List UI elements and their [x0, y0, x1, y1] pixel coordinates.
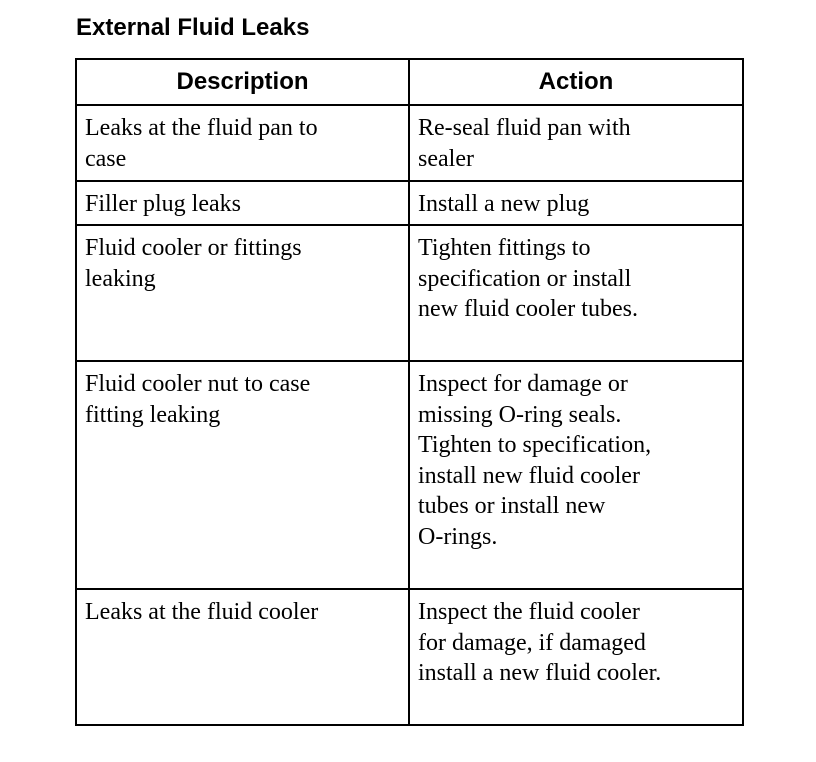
action-text: Install a new plug	[418, 191, 590, 217]
action-cell	[409, 105, 743, 181]
action-text: Inspect the fluid cooler for damage, if damaged install a new fluid cooler.	[418, 599, 662, 686]
table-row	[76, 105, 743, 181]
description-cell	[76, 181, 409, 225]
action-cell	[409, 225, 743, 361]
action-text: Inspect for damage or missing O-ring seals. Tighten to specification, install new fluid cooler tubes or install new O-rings.	[418, 371, 652, 550]
table-row	[76, 181, 743, 225]
table-header-row	[76, 59, 743, 105]
page-title: External Fluid Leaks	[76, 14, 310, 41]
table-row	[76, 361, 743, 589]
description-text: Filler plug leaks	[85, 191, 241, 217]
header-description: Description	[76, 59, 409, 105]
action-cell	[409, 181, 743, 225]
action-text: Re-seal fluid pan with sealer	[418, 115, 631, 172]
table-row	[76, 589, 743, 725]
table-row	[76, 225, 743, 361]
action-text: Tighten fittings to specification or install new fluid cooler tubes.	[418, 235, 638, 322]
action-cell	[409, 589, 743, 725]
leaks-table	[75, 58, 744, 726]
description-cell	[76, 589, 409, 725]
description-cell	[76, 225, 409, 361]
description-cell	[76, 105, 409, 181]
header-action: Action	[409, 59, 743, 105]
description-text: Leaks at the fluid pan to case	[85, 115, 318, 172]
description-cell	[76, 361, 409, 589]
description-text: Fluid cooler or fittings leaking	[85, 235, 302, 292]
description-text: Leaks at the fluid cooler	[85, 599, 319, 625]
description-text: Fluid cooler nut to case fitting leaking	[85, 371, 311, 428]
action-cell	[409, 361, 743, 589]
